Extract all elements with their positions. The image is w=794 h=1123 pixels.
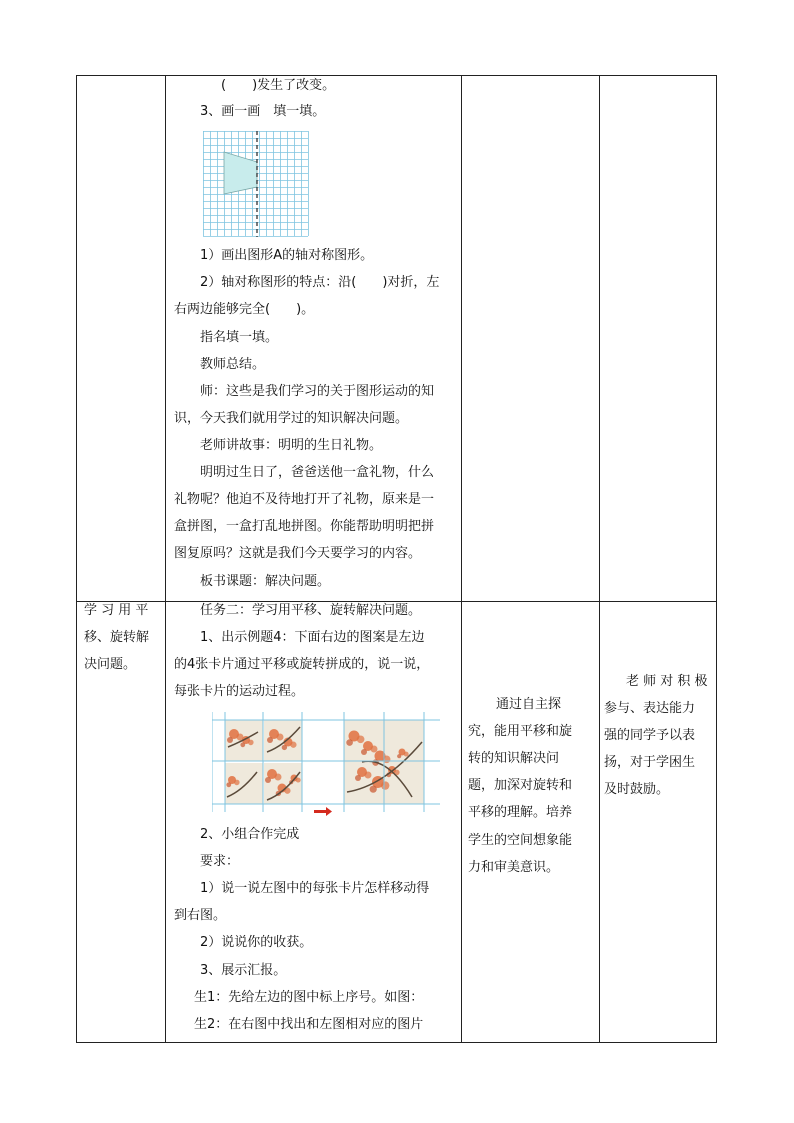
text-line: 明明过生日了，爸爸送他一盒礼物，什么 — [200, 465, 435, 480]
goal-text-line: 通过自主探 — [496, 697, 562, 712]
flower-blossom — [404, 752, 409, 757]
column-divider — [599, 76, 600, 1042]
flower-blossom — [234, 780, 240, 786]
arrow-shaft — [314, 810, 326, 813]
goal-text-line: 学生的空间想象能 — [468, 833, 573, 848]
shape-a — [224, 152, 257, 194]
flower-blossom — [370, 786, 377, 793]
text-line: 1）说一说左图中的每张卡片怎样移动得 — [200, 881, 430, 896]
evaluation-text-line: 扬，对于学困生 — [604, 755, 696, 770]
flower-blossom — [277, 734, 284, 741]
text-line: 3、展示汇报。 — [200, 963, 287, 978]
text-line: 1）画出图形A的轴对称图形。 — [200, 248, 374, 263]
flower-blossom — [397, 754, 401, 758]
text-line: 1、出示例题4：下面右边的图案是左边 — [200, 630, 425, 645]
text-line: 识，今天我们就用学过的知识解决问题。 — [174, 411, 409, 426]
text-line: 教师总结。 — [200, 357, 266, 372]
flower-blossom — [248, 740, 254, 746]
text-line: 指名填一填。 — [200, 330, 279, 345]
text-line: 到右图。 — [174, 908, 227, 923]
text-line: 的4张卡片通过平移或旋转拼成的，说一说， — [174, 657, 430, 672]
flower-blossom — [226, 782, 231, 787]
text-line: 任务二：学习用平移、旋转解决问题。 — [200, 603, 422, 618]
flower-blossom — [296, 778, 301, 783]
flower-blossom — [227, 737, 233, 743]
goal-text-line: 力和审美意识。 — [468, 860, 560, 875]
puzzle-cards-figure — [212, 712, 440, 820]
column-divider — [165, 76, 166, 1042]
section-title-line: 学 习 用 平 — [84, 603, 149, 618]
flower-blossom — [267, 737, 273, 743]
section-title-line: 决问题。 — [84, 657, 137, 672]
text-line: 礼物呢？他迫不及待地打开了礼物，原来是一 — [174, 492, 435, 507]
flower-blossom — [381, 781, 389, 789]
text-line: 2）轴对称图形的特点：沿( )对折，左 — [200, 275, 440, 290]
goal-text-line: 题，加深对旋转和 — [468, 778, 573, 793]
flower-blossom — [265, 777, 271, 783]
goal-text-line: 平移的理解。培养 — [468, 805, 573, 820]
evaluation-text-line: 参与、表达能力 — [604, 701, 696, 716]
evaluation-text-line: 强的同学予以表 — [604, 728, 696, 743]
grid-shape-figure — [203, 131, 311, 237]
text-line: 老师讲故事：明明的生日礼物。 — [200, 438, 383, 453]
text-line: 2）说说你的收获。 — [200, 935, 313, 950]
goal-text-line: 转的知识解决问 — [468, 751, 560, 766]
section-title-line: 移、旋转解 — [84, 630, 150, 645]
flower-blossom — [240, 742, 245, 747]
text-line: 板书课题：解决问题。 — [200, 574, 331, 589]
text-line: ( )发生了改变。 — [221, 78, 336, 93]
flower-blossom — [282, 745, 287, 750]
evaluation-text-line: 老 师 对 积 极 — [626, 674, 708, 689]
evaluation-text-line: 及时鼓励。 — [604, 782, 670, 797]
flower-blossom — [361, 749, 367, 755]
column-divider — [461, 76, 462, 1042]
text-line: 师：这些是我们学习的关于图形运动的知 — [200, 384, 435, 399]
flower-blossom — [355, 775, 361, 781]
flower-blossom — [365, 772, 372, 779]
text-line: 右两边能够完全( )。 — [174, 302, 315, 317]
flower-blossom — [357, 735, 365, 743]
text-line: 3、画一画 填一填。 — [200, 104, 326, 119]
text-line: 图复原吗？这就是我们今天要学习的内容。 — [174, 546, 422, 561]
flower-blossom — [275, 774, 282, 781]
text-line: 盒拼图，一盒打乱地拼图。你能帮助明明把拼 — [174, 519, 435, 534]
flower-blossom — [346, 739, 353, 746]
flower-blossom — [371, 746, 378, 753]
text-line: 每张卡片的运动过程。 — [174, 684, 305, 699]
text-line: 2、小组合作完成 — [200, 827, 300, 842]
row-divider — [77, 601, 716, 602]
text-line: 生1：先给左边的图中标上序号。如图： — [194, 990, 424, 1005]
puzzle-card — [264, 763, 302, 804]
goal-text-line: 究，能用平移和旋 — [468, 724, 573, 739]
flower-blossom — [290, 742, 296, 748]
text-line: 生2：在右图中找出和左图相对应的图片 — [194, 1017, 424, 1032]
arrow-head — [326, 807, 332, 816]
text-line: 要求： — [200, 854, 240, 869]
